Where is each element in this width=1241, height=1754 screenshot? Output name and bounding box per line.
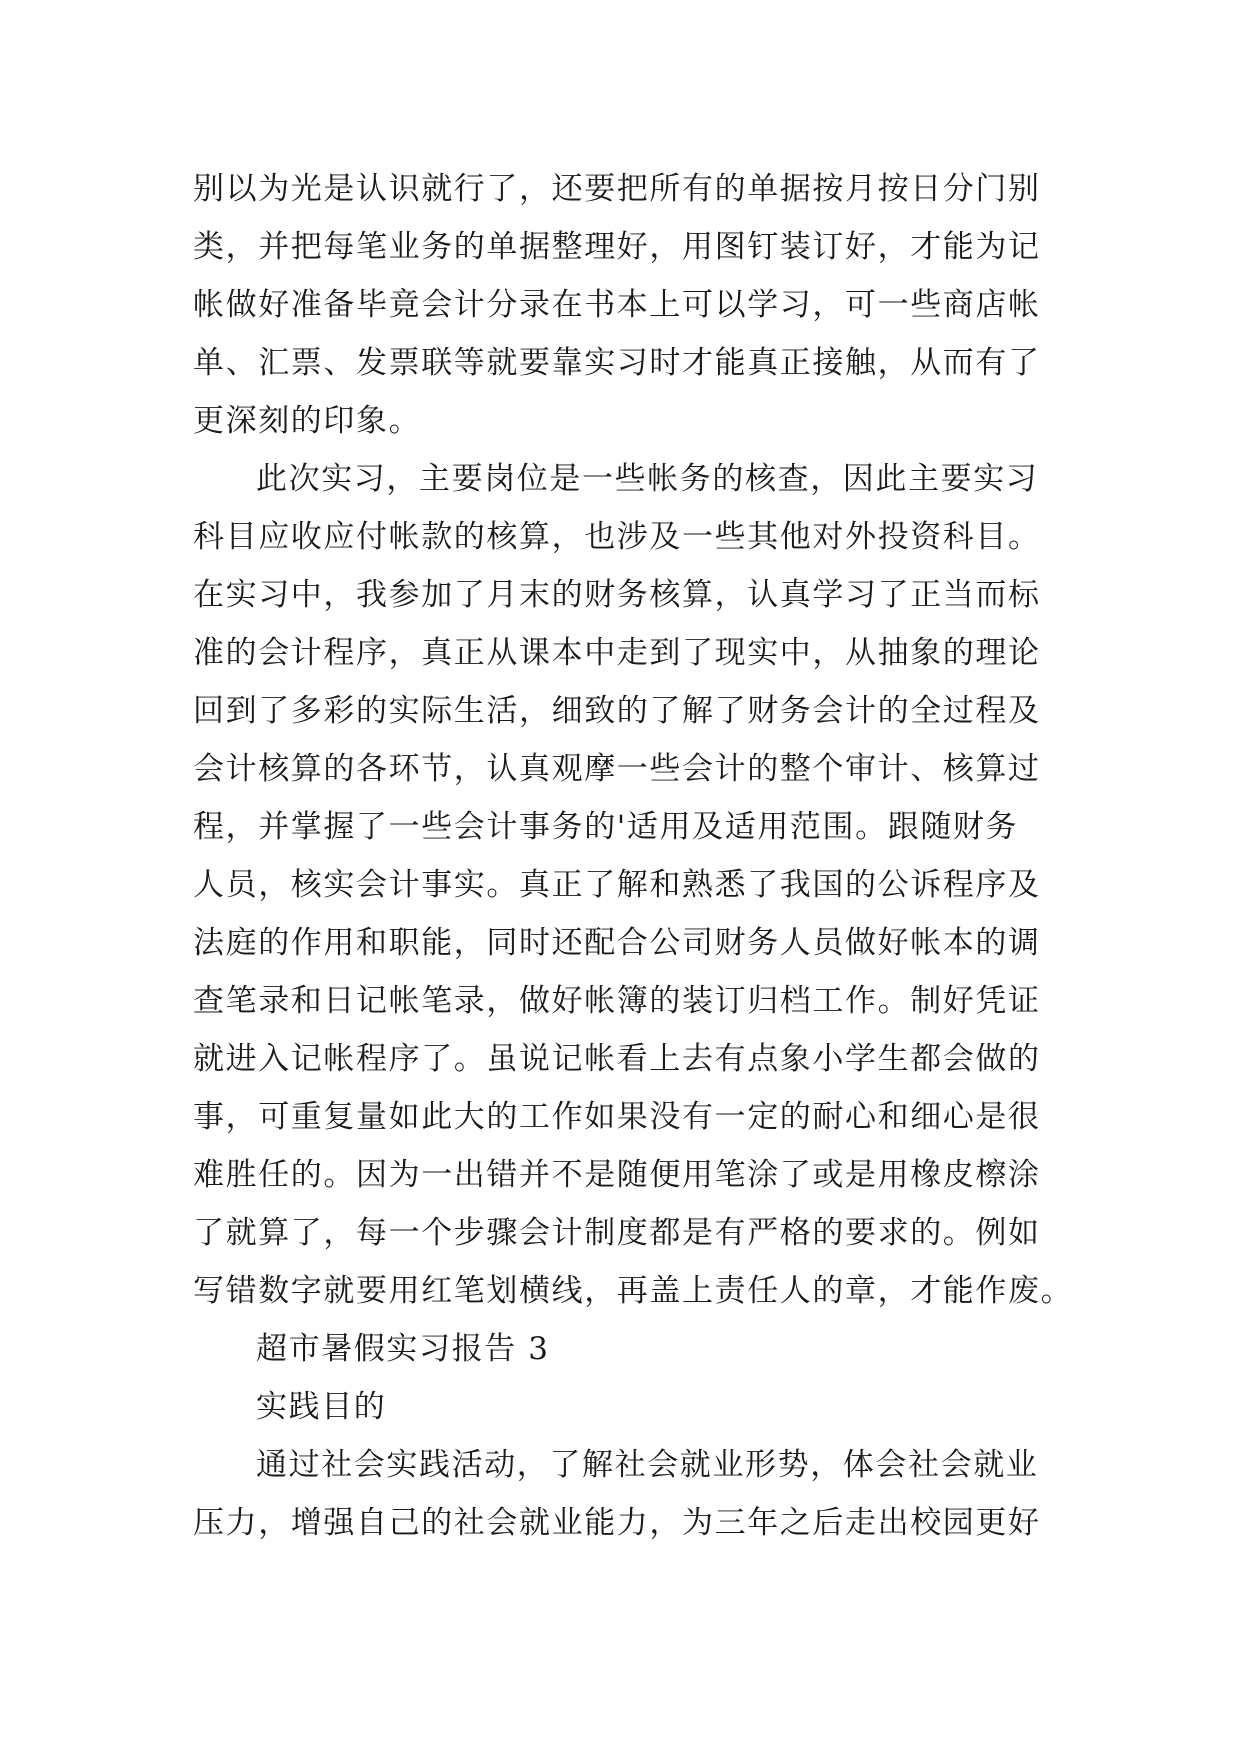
text-line: 会计核算的各环节，认真观摩一些会计的整个审计、核算过: [193, 751, 1041, 787]
text-line: 压力，增强自己的社会就业能力，为三年之后走出校园更好: [193, 1505, 1041, 1541]
text-line: 写错数字就要用红笔划横线，再盖上责任人的章，才能作废。: [193, 1273, 1074, 1309]
subsection-heading: 实践目的: [256, 1389, 387, 1425]
document-body: [193, 160, 1073, 1552]
text-line: 此次实习，主要岗位是一些帐务的核查，因此主要实习: [256, 461, 1039, 497]
text-line: 帐做好准备毕竟会计分录在书本上可以学习，可一些商店帐: [193, 287, 1041, 323]
section-heading: 超市暑假实习报告 3: [256, 1331, 550, 1367]
text-line: 类，并把每笔业务的单据整理好，用图钉装订好，才能为记: [193, 229, 1041, 265]
text-line: 别以为光是认识就行了，还要把所有的单据按月按日分门别: [193, 171, 1041, 207]
text-line: 就进入记帐程序了。虽说记帐看上去有点象小学生都会做的: [193, 1041, 1041, 1077]
text-line: 查笔录和日记帐笔录，做好帐簿的装订归档工作。制好凭证: [193, 983, 1041, 1019]
text-line: 准的会计程序，真正从课本中走到了现实中，从抽象的理论: [193, 635, 1041, 671]
text-line: 了就算了，每一个步骤会计制度都是有严格的要求的。例如: [193, 1215, 1041, 1251]
text-line: 更深刻的印象。: [193, 403, 422, 439]
text-line: 通过社会实践活动，了解社会就业形势，体会社会就业: [256, 1447, 1039, 1483]
text-line: 科目应收应付帐款的核算，也涉及一些其他对外投资科目。: [193, 519, 1041, 555]
text-line: 回到了多彩的实际生活，细致的了解了财务会计的全过程及: [193, 693, 1041, 729]
text-line: 难胜任的。因为一出错并不是随便用笔涂了或是用橡皮檫涂: [193, 1157, 1041, 1193]
text-line: 在实习中，我参加了月末的财务核算，认真学习了正当而标: [193, 577, 1041, 613]
text-line: 程，并掌握了一些会计事务的'适用及适用范围。跟随财务: [193, 809, 1019, 845]
text-line: 人员，核实会计事实。真正了解和熟悉了我国的公诉程序及: [193, 867, 1041, 903]
text-line: 单、汇票、发票联等就要靠实习时才能真正接触，从而有了: [193, 345, 1041, 381]
text-line: 事，可重复量如此大的工作如果没有一定的耐心和细心是很: [193, 1099, 1041, 1135]
text-line: 法庭的作用和职能，同时还配合公司财务人员做好帐本的调: [193, 925, 1041, 961]
